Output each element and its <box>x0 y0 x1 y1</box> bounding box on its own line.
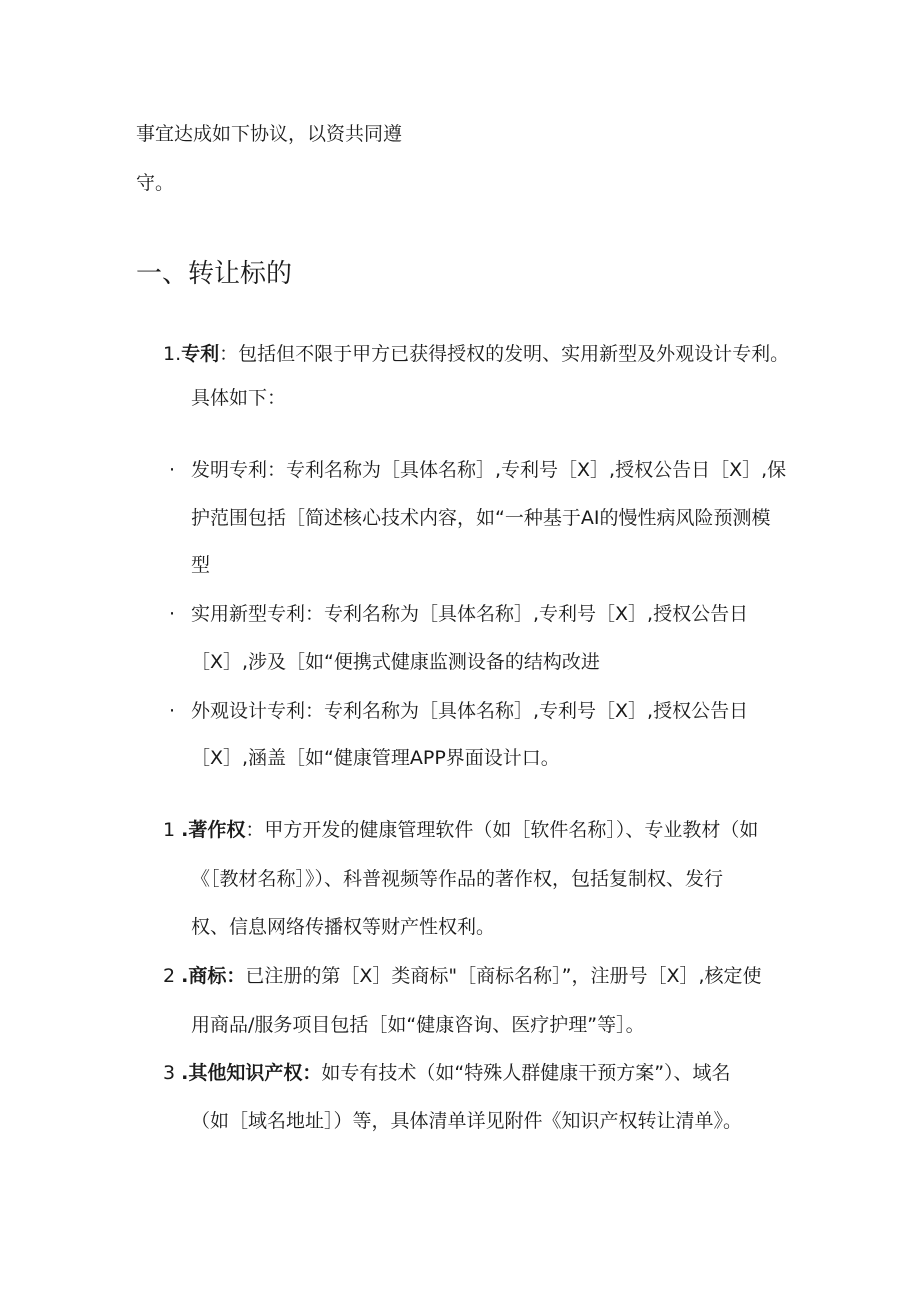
patent-desc: ：包括但不限于甲方已获得授权的发明、实用新型及外观设计专利。 <box>219 343 790 365</box>
invention-patent-line-1: 发明专利：专利名称为［具体名称］,专利号［X］,授权公告日［X］,保 <box>191 459 787 481</box>
design-patent-line-2: ［X］,涵盖［如“健康管理APP界面设计口。 <box>191 747 560 769</box>
copyright-item-line-2: 《［教材名称］》）、科普视频等作品的著作权，包括复制权、发行 <box>191 868 724 890</box>
other-ip-desc: 如专有技术（如“特殊人群健康干预方案”）、域名 <box>321 1062 731 1084</box>
copyright-number: 1 <box>163 819 176 841</box>
intro-line-2: 守。 <box>136 172 175 194</box>
copyright-desc: ：甲方开发的健康管理软件（如［软件名称］）、专业教材（如 <box>245 819 759 841</box>
other-ip-item-line-1 <box>163 1060 731 1086</box>
bullet-dot-3: · <box>169 700 176 722</box>
bullet-dot-2: · <box>169 603 176 625</box>
trademark-desc: 已注册的第［X］类商标"［商标名称］”，注册号［X］,核定使 <box>245 965 762 987</box>
patent-item-line-1 <box>163 341 789 367</box>
trademark-item-line-2: 用商品/服务项目包括［如“健康咨询、医疗护理”等］。 <box>191 1014 645 1036</box>
utility-patent-line-2: ［X］,涉及［如“便携式健康监测设备的结构改进 <box>191 651 600 673</box>
invention-patent-line-2: 护范围包括［简述核心技术内容，如“一种基于AI的慢性病风险预测模 <box>191 507 771 529</box>
trademark-number: 2 <box>163 965 176 987</box>
utility-patent-line-1: 实用新型专利：专利名称为［具体名称］,专利号［X］,授权公告日 <box>191 603 749 625</box>
invention-patent-line-3: 型 <box>191 554 211 576</box>
other-ip-term: .其他知识产权： <box>181 1062 322 1084</box>
trademark-term: .商标： <box>181 965 246 987</box>
other-ip-item-line-2: （如［域名地址］）等，具体清单详见附件《知识产权转让清单》。 <box>191 1110 743 1132</box>
copyright-term: .著作权 <box>181 819 246 841</box>
section-heading: 一、转让标的 <box>136 259 293 289</box>
copyright-item-line-3: 权、信息网络传播权等财产性权利。 <box>191 916 496 938</box>
intro-line-1: 事宜达成如下协议，以资共同遵 <box>136 123 403 145</box>
patent-number: 1. <box>163 343 182 365</box>
patent-item-line-2: 具体如下： <box>191 387 287 409</box>
design-patent-line-1: 外观设计专利：专利名称为［具体名称］,专利号［X］,授权公告日 <box>191 700 749 722</box>
bullet-dot-1: · <box>169 459 176 481</box>
other-ip-number: 3 <box>163 1062 176 1084</box>
trademark-item-line-1 <box>163 963 762 989</box>
patent-term: 专利 <box>181 343 220 365</box>
copyright-item-line-1 <box>163 817 758 843</box>
